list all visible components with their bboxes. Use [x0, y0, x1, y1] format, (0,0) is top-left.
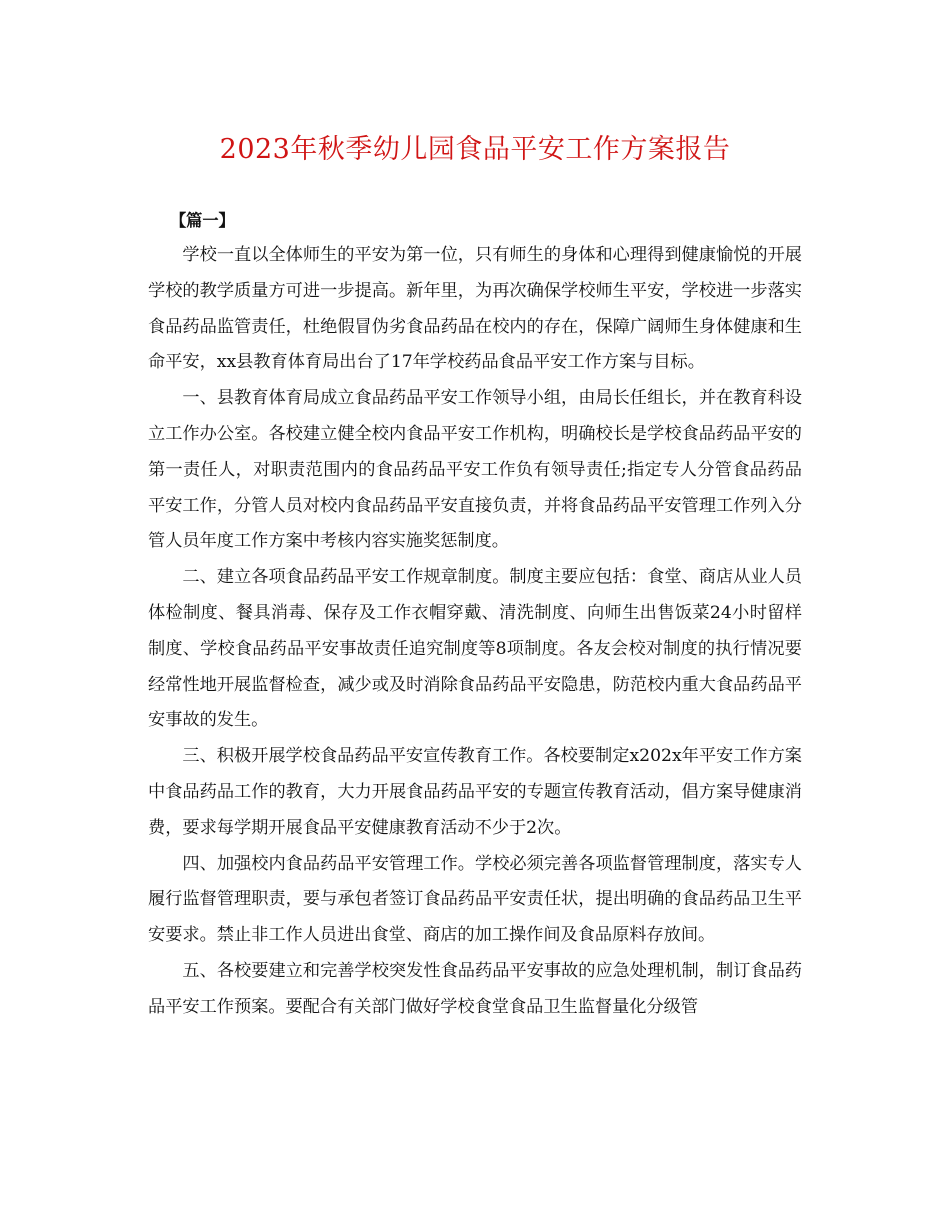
- paragraph-intro: 学校一直以全体师生的平安为第一位，只有师生的身体和心理得到健康愉悦的开展学校的教学质量方可进一步提高。新年里，为再次确保学校师生平安，学校进一步落实食品药品监管责任，杜绝假冒伪劣食品药品在校内的存在，保障广阔师生身体健康和生命平安，xx县教育体育局出台了17年学校药品食品平安工作方案与目标。: [148, 245, 802, 373]
- paragraph-item-2: 二、建立各项食品药品平安工作规章制度。制度主要应包括：食堂、商店从业人员体检制度、餐具消毒、保存及工作衣帽穿戴、清洗制度、向师生出售饭菜24小时留样制度、学校食品药品平安事故责任追究制度等8项制度。各友会校对制度的执行情况要经常性地开展监督检查，减少或及时消除食品药品平安隐患，防范校内重大食品药品平安事故的发生。: [148, 567, 802, 731]
- section-label: 【篇一】: [170, 211, 235, 230]
- paragraph-item-1: 一、县教育体育局成立食品药品平安工作领导小组，由局长任组长，并在教育科设立工作办公室。各校建立健全校内食品平安工作机构，明确校长是学校食品药品平安的第一责任人，对职责范围内的食品药品平安工作负有领导责任;指定专人分管食品药品平安工作，分管人员对校内食品药品平安直接负责，并将食品药品平安管理工作列入分管人员年度工作方案中考核内容实施奖惩制度。: [148, 388, 802, 552]
- paragraph-item-5: 五、各校要建立和完善学校突发性食品药品平安事故的应急处理机制，制订食品药品平安工作预案。要配合有关部门做好学校食堂食品卫生监督量化分级管: [148, 960, 802, 1017]
- document-body: [148, 203, 802, 1026]
- paragraph-item-3: 三、积极开展学校食品药品平安宣传教育工作。各校要制定x202x年平安工作方案中食品药品工作的教育，大力开展食品药品平安的专题宣传教育活动，倡方案导健康消费，要求每学期开展食品平安健康教育活动不少于2次。: [148, 746, 802, 838]
- document-title: 2023年秋季幼儿园食品平安工作方案报告: [219, 134, 731, 165]
- paragraph-item-4: 四、加强校内食品药品平安管理工作。学校必须完善各项监督管理制度，落实专人履行监督管理职责，要与承包者签订食品药品平安责任状，提出明确的食品药品卫生平安要求。禁止非工作人员进出食堂、商店的加工操作间及食品原料存放间。: [148, 853, 802, 946]
